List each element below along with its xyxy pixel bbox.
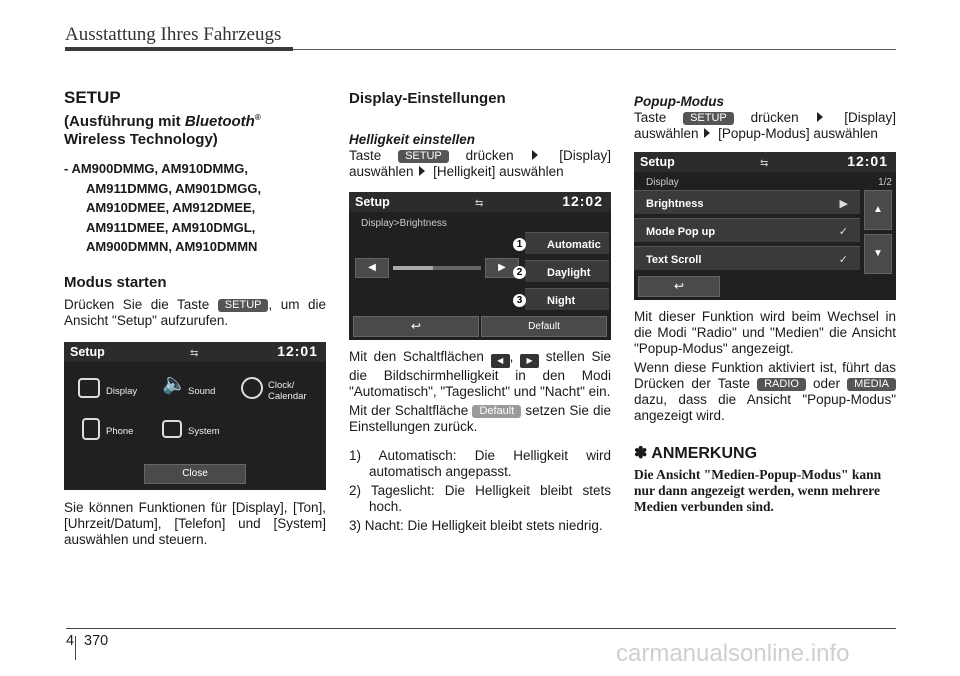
footer-rule (66, 628, 896, 629)
display-icon (78, 378, 100, 398)
setup-key-label: SETUP (398, 150, 449, 163)
back-button[interactable]: ↩ (353, 316, 479, 337)
arrow-right-icon (532, 150, 538, 160)
sound-icon: 🔈 (162, 372, 187, 395)
default-key-label: Default (472, 405, 521, 418)
phone-icon (82, 418, 100, 440)
scroll-down-button[interactable]: ▼ (864, 234, 892, 274)
arrow-left-button-icon: ◀ (491, 354, 510, 368)
usb-icon: ⇆ (190, 347, 199, 359)
screen-path: Display>Brightness (361, 218, 447, 229)
close-button[interactable]: Close (144, 464, 246, 484)
brightness-instruction: Taste SETUP drücken [Display] auswählen [Helligkeit] auswählen (349, 148, 611, 179)
watermark: carmanualsonline.info (616, 640, 850, 667)
default-button[interactable]: Default (481, 316, 607, 337)
option-automatic[interactable]: Automatic (525, 232, 609, 254)
display-settings-heading: Display-Einstellungen (349, 90, 506, 107)
mode-list (349, 448, 611, 534)
popup-description: Mit dieser Funktion wird beim Wechsel in die Modi "Radio" und "Medien" die Ansicht "Popup-Modus" angezeigt. (634, 309, 896, 356)
setup-screen (64, 342, 326, 490)
screen-title: Setup (70, 344, 105, 359)
arrow-right-icon (704, 128, 710, 138)
setup-key-label: SETUP (683, 112, 734, 125)
popup-instruction: Taste SETUP drücken [Display] auswählen [Popup-Modus] auswählen (634, 110, 896, 141)
chevron-right-icon: ▶ (839, 198, 848, 210)
back-button[interactable]: ↩ (638, 276, 720, 297)
radio-key-label: RADIO (757, 378, 806, 391)
screen-clock: 12:02 (562, 193, 603, 209)
system-gear-icon (162, 420, 182, 438)
list-item: 3) Nacht: Die Helligkeit bleibt stets niedrig. (349, 518, 603, 533)
clock-icon (241, 377, 263, 399)
middle-column (349, 90, 611, 537)
screen-title: Setup (355, 195, 390, 209)
screen-path: Display (646, 177, 679, 188)
brightness-subheading: Helligkeit einstellen (349, 132, 476, 147)
media-key-label: MEDIA (847, 378, 896, 391)
header-rule-dark (65, 47, 293, 51)
chapter-number: 4 (66, 633, 75, 649)
page-number: 370 (84, 633, 109, 649)
setup-subheading: (Ausführung mit Bluetooth® Wireless Technology) (64, 113, 261, 148)
checkmark-icon: ✓ (838, 226, 848, 238)
modus-text: Drücken Sie die Taste SETUP , um die Ansicht "Setup" aufzurufen. (64, 296, 326, 328)
setup-description: Sie können Funktionen für [Display], [Ton], [Uhrzeit/Datum], [Telefon] und [System] auswählen und steuern. (64, 499, 326, 547)
row-mode-pop-up[interactable]: Mode Pop up ✓ (634, 218, 860, 242)
tile-phone[interactable]: Phone (106, 425, 134, 437)
page-indicator: 1/2 (878, 177, 892, 188)
tile-system[interactable]: System (188, 425, 220, 437)
arrows-description: Mit den Schaltflächen ◀ , ▶ stellen Sie die Bildschirmhelligkeit in den Modi "Automatisch", "Tageslicht" und "Nacht" ein. (349, 349, 611, 399)
tile-clock-calendar[interactable]: Clock/ Calendar (268, 379, 307, 402)
left-column (64, 90, 326, 548)
arrow-right-icon (419, 166, 425, 176)
modus-heading: Modus starten (64, 273, 167, 291)
callout-3: 3 (513, 294, 526, 307)
bluetooth-word: Bluetooth (184, 113, 255, 130)
brightness-screen (349, 192, 611, 340)
right-column (634, 94, 896, 515)
tile-sound[interactable]: Sound (188, 385, 216, 397)
screen-clock: 12:01 (277, 342, 318, 359)
usb-icon: ⇆ (475, 198, 484, 209)
page-header: Ausstattung Ihres Fahrzeugs (65, 24, 282, 45)
footer-divider (75, 636, 76, 660)
screen-clock: 12:01 (847, 153, 888, 169)
note-body: Die Ansicht "Medien-Popup-Modus" kann nur dann angezeigt werden, wenn mehrere Medien verbunden sind. (634, 467, 882, 514)
brightness-increase-button[interactable]: ▶ (485, 258, 519, 278)
row-brightness[interactable]: Brightness ▶ (634, 190, 860, 214)
model-list: - AM900DMMG, AM910DMMG, AM911DMMG, AM901DMGG, AM910DMEE, AM912DMEE, AM911DMEE, AM910DMGL, AM900DMMN, AM910DMMN (64, 161, 262, 254)
popup-heading: Popup-Modus (634, 94, 724, 109)
brightness-slider-fill (393, 266, 433, 270)
brightness-decrease-button[interactable]: ◀ (355, 258, 389, 278)
callout-2: 2 (513, 266, 526, 279)
default-description: Mit der Schaltfläche Default setzen Sie die Einstellungen zurück. (349, 403, 611, 434)
checkmark-icon: ✓ (838, 254, 848, 266)
screen-title: Setup (640, 155, 675, 169)
usb-icon: ⇆ (760, 158, 769, 169)
list-item: 2) Tageslicht: Die Helligkeit bleibt stets hoch. (349, 483, 611, 514)
setup-key-label: SETUP (218, 299, 269, 312)
row-text-scroll[interactable]: Text Scroll ✓ (634, 246, 860, 270)
note-heading: ✽ ANMERKUNG (634, 445, 758, 462)
callout-1: 1 (513, 238, 526, 251)
list-item: 1) Automatisch: Die Helligkeit wird automatisch angepasst. (349, 448, 611, 479)
option-night[interactable]: Night (525, 288, 609, 310)
tile-display[interactable]: Display (106, 385, 138, 397)
popup-screen (634, 152, 896, 300)
arrow-right-button-icon: ▶ (520, 354, 539, 368)
scroll-up-button[interactable]: ▲ (864, 190, 892, 230)
popup-activation-text: Wenn diese Funktion aktiviert ist, führt das Drücken der Taste RADIO oder MEDIA dazu, dass die Ansicht "Popup-Modus" angezeigt wird. (634, 360, 896, 423)
header-rule-light (293, 49, 896, 50)
arrow-right-icon (817, 112, 823, 122)
setup-heading: SETUP (64, 88, 121, 107)
option-daylight[interactable]: Daylight (525, 260, 609, 282)
